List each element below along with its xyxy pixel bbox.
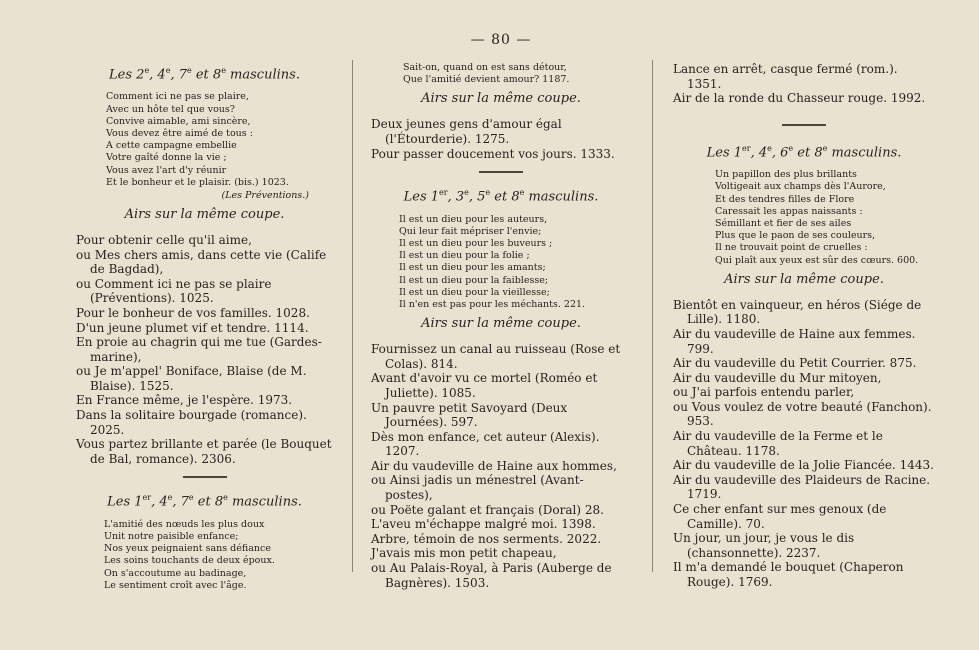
section-rule xyxy=(782,124,826,126)
tune-list xyxy=(76,233,333,467)
tune-entry: Vous partez brillante et parée (le Bouquet de Bal, romance). 2306. xyxy=(76,437,332,466)
tune-entry: ou Mes chers amis, dans cette vie (Calife de Bagdad), xyxy=(76,247,327,277)
column-divider-left xyxy=(352,60,353,572)
tune-entry: Pour obtenir celle qu'il aime, xyxy=(76,232,252,247)
verse-line: Avec un hôte tel que vous? xyxy=(106,103,235,115)
tune-entry: ou Je m'appel' Boniface, Blaise (de M. Blaise). 1525. xyxy=(76,364,307,393)
verse-line: Le sentiment croît avec l'âge. xyxy=(104,579,247,591)
tune-entry: Air du vaudeville de Haine aux hommes, xyxy=(371,458,617,473)
tune-list xyxy=(371,342,631,590)
tune-entry: Air du vaudeville de la Ferme et le Château. 1178. xyxy=(673,429,883,458)
verse-line: Il est un dieu pour les auteurs, xyxy=(399,213,548,225)
tune-entry: En proie au chagrin qui me tue (Gardes-marine), xyxy=(76,335,322,364)
tune-entry: Air de la ronde du Chasseur rouge. 1992. xyxy=(673,91,926,106)
tune-entry: J'avais mis mon petit chapeau, xyxy=(371,546,557,561)
tune-entry: Air du vaudeville de Haine aux femmes. 799. xyxy=(673,326,916,356)
song-verse xyxy=(673,169,935,267)
section-heading: Les 2e, 4e, 7e et 8e masculins. xyxy=(109,66,300,83)
verse-line: Plus que le paon de ses couleurs, xyxy=(715,230,876,242)
tune-entry: Lance en arrêt, casque fermé (rom.). 1351. xyxy=(673,62,898,91)
verse-line: Voltigeait aux champs dès l'Aurore, xyxy=(715,181,886,193)
tune-entry: ou J'ai parfois entendu parler, xyxy=(673,385,855,400)
verse-line: Il est un dieu pour les buveurs ; xyxy=(399,237,553,249)
tune-entry: ou Vous voulez de votre beauté (Fanchon). 953. xyxy=(673,399,932,429)
verse-line: Il est un dieu pour la faiblesse; xyxy=(399,274,549,286)
verse-line: Vous devez être aimé de tous : xyxy=(106,127,253,139)
tune-entry: Air du vaudeville du Petit Courrier. 875. xyxy=(673,356,917,371)
verse-line: Qui plaît aux yeux est sûr des cœurs. 600. xyxy=(715,254,919,266)
section-rule xyxy=(479,171,523,173)
section-heading: Les 1er, 4e, 6e et 8e masculins. xyxy=(706,143,902,161)
tune-list xyxy=(673,62,935,106)
verse-line: A cette campagne embellie xyxy=(106,140,237,152)
verse-line: L'amitié des nœuds les plus doux xyxy=(104,518,265,530)
tune-entry: Air du vaudeville de la Jolie Fiancée. 1443. xyxy=(673,458,934,473)
column-middle xyxy=(371,62,631,590)
tune-list xyxy=(673,298,935,590)
tune-entry: ou Poëte galant et français (Doral) 28. xyxy=(371,502,604,517)
verse-line: Vous avez l'art d'y réunir xyxy=(106,164,227,176)
tune-list xyxy=(371,117,631,161)
verse-line: Sémillant et fier de ses ailes xyxy=(715,217,852,229)
tune-entry: Arbre, témoin de nos serments. 2022. xyxy=(371,531,602,546)
tune-entry: Un pauvre petit Savoyard (Deux Journées). 597. xyxy=(371,400,568,430)
tune-entry: Pour passer doucement vos jours. 1333. xyxy=(371,146,615,161)
tune-entry: Dès mon enfance, cet auteur (Alexis). 1207. xyxy=(371,429,600,459)
verse-line: Votre gaîté donne la vie ; xyxy=(106,152,227,164)
tune-entry: Pour le bonheur de vos familles. 1028. xyxy=(76,305,310,320)
tune-entry: Un jour, un jour, je vous le dis (chansonnette). 2237. xyxy=(673,531,855,560)
verse-line: Comment ici ne pas se plaire, xyxy=(106,91,249,103)
tune-entry: Fournissez un canal au ruisseau (Rose et Colas). 814. xyxy=(371,342,621,371)
verse-line: Nos yeux peignaient sans défiance xyxy=(104,543,271,555)
tune-entry: Bientôt en vainqueur, en héros (Siége de Lille). 1180. xyxy=(673,297,922,327)
subsection-heading: Airs sur la même coupe. xyxy=(124,206,285,222)
tune-entry: Deux jeunes gens d'amour égal (l'Étourderie). 1275. xyxy=(371,117,562,146)
tune-entry: Il m'a demandé le bouquet (Chaperon Rouge). 1769. xyxy=(673,560,904,590)
verse-line: Il est un dieu pour la folie ; xyxy=(399,250,530,262)
verse-source: (Les Préventions.) xyxy=(221,189,309,201)
section-heading: Les 1er, 3e, 5e et 8e masculins. xyxy=(403,188,599,205)
verse-line: Qui leur fait mépriser l'envie; xyxy=(399,225,542,237)
tune-entry: Ce cher enfant sur mes genoux (de Camille). 70. xyxy=(673,502,887,531)
verse-line: Un papillon des plus brillants xyxy=(715,169,857,181)
tune-entry: ou Ainsi jadis un ménestrel (Avant-postes), xyxy=(371,473,584,503)
tune-entry: Avant d'avoir vu ce mortel (Roméo et Juliette). 1085. xyxy=(371,371,598,400)
tune-entry: L'aveu m'échappe malgré moi. 1398. xyxy=(371,517,596,532)
verse-line: Et des tendres filles de Flore xyxy=(715,193,855,205)
tune-entry: Air du vaudeville des Plaideurs de Racine. 1719. xyxy=(673,472,931,502)
column-left xyxy=(76,62,333,592)
verse-line: Unit notre paisible enfance; xyxy=(104,530,239,542)
tune-entry: En France même, je l'espère. 1973. xyxy=(76,393,293,408)
song-verse xyxy=(76,519,333,592)
tune-entry: ou Au Palais-Royal, à Paris (Auberge de Bagnères). 1503. xyxy=(371,561,612,590)
verse-line: Que l'amitié devient amour? 1187. xyxy=(403,74,570,86)
verse-line: Et le bonheur et le plaisir. (bis.) 1023. xyxy=(106,176,289,188)
tune-entry: Dans la solitaire bourgade (romance). 2025. xyxy=(76,408,307,437)
verse-line: Sait-on, quand on est sans détour, xyxy=(403,62,567,73)
subsection-heading: Airs sur la même coupe. xyxy=(421,91,581,107)
page-number: — 80 — xyxy=(470,32,532,48)
tune-entry: D'un jeune plumet vif et tendre. 1114. xyxy=(76,320,309,335)
song-verse xyxy=(371,214,631,312)
verse-line: Il est un dieu pour les amants; xyxy=(399,262,546,274)
column-divider-right xyxy=(652,60,653,572)
column-right xyxy=(673,62,935,590)
verse-line: Il ne trouvait point de cruelles : xyxy=(715,242,868,254)
verse-line: Caressait les appas naissants : xyxy=(715,205,863,217)
verse-line: On s'accoutume au badinage, xyxy=(104,567,247,579)
song-verse xyxy=(76,91,333,189)
verse-line: Les soins touchants de deux époux. xyxy=(104,555,275,567)
verse-line: Convive aimable, ami sincère, xyxy=(106,115,251,127)
section-heading: Les 1er, 4e, 7e et 8e masculins. xyxy=(107,493,302,510)
song-verse xyxy=(371,62,631,86)
tune-entry: Air du vaudeville du Mur mitoyen, xyxy=(673,370,882,385)
subsection-heading: Airs sur la même coupe. xyxy=(724,271,884,287)
verse-line: Il est un dieu pour la vieillesse; xyxy=(399,286,550,298)
verse-line: Il n'en est pas pour les méchants. 221. xyxy=(399,298,586,310)
tune-entry: ou Comment ici ne pas se plaire (Préventions). 1025. xyxy=(76,276,272,306)
section-rule xyxy=(183,476,227,478)
subsection-heading: Airs sur la même coupe. xyxy=(421,316,581,332)
